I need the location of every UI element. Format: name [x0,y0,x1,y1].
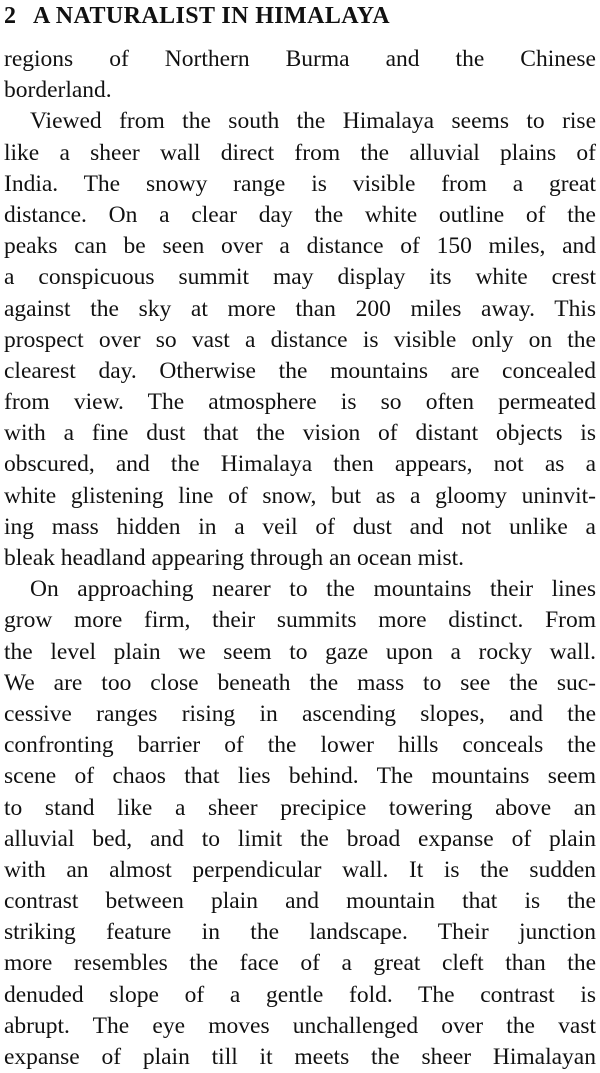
paragraph [4,574,596,1073]
text-line: peaks can be seen over a distance of 150 miles, and [4,233,596,260]
text-line: cessive ranges rising in ascending slopes, and the [4,700,596,727]
text-line: to stand like a sheer precipice towering above an [4,794,596,821]
text-line: more resembles the face of a great cleft than the [4,950,596,977]
text-line: the level plain we seem to gaze upon a rocky wall. [4,638,596,665]
paragraph [4,44,596,106]
text-line: grow more firm, their summits more distinct. From [4,607,596,634]
text-line: with an almost perpendicular wall. It is the sudden [4,856,596,883]
text-line: regions of Northern Burma and the Chinese [4,46,596,72]
body-text [4,44,596,1073]
text-line: On approaching nearer to the mountains their lines [30,576,596,603]
text-line: expanse of plain till it meets the sheer Himalayan [4,1044,596,1070]
text-line: scene of chaos that lies behind. The mountains seem [4,763,596,790]
text-line: striking feature in the landscape. Their junction [4,919,596,946]
paragraph [4,106,596,574]
text-line: with a fine dust that the vision of distant objects is [4,420,596,447]
page-number: 2 [4,3,16,29]
text-line: confronting barrier of the lower hills conceals the [4,732,596,759]
text-line: We are too close beneath the mass to see the suc- [4,669,596,696]
text-line: like a sheer wall direct from the alluvial plains of [4,139,596,166]
text-line: against the sky at more than 200 miles away. This [4,295,596,322]
text-line: contrast between plain and mountain that is the [4,888,596,915]
text-line: borderland. [4,77,112,104]
text-line: white glistening line of snow, but as a gloomy uninvit- [4,482,596,509]
text-line: Viewed from the south the Himalaya seems to rise [30,108,596,135]
text-line: a conspicuous summit may display its white crest [4,264,596,291]
text-line: obscured, and the Himalaya then appears, not as a [4,451,596,478]
text-line: distance. On a clear day the white outline of the [4,201,596,228]
text-line: ing mass hidden in a veil of dust and not unlike a [4,513,596,540]
text-line: from view. The atmosphere is so often permeated [4,389,596,416]
text-line: alluvial bed, and to limit the broad expanse of plain [4,825,596,852]
text-line: abrupt. The eye moves unchallenged over the vast [4,1012,596,1039]
text-line: prospect over so vast a distance is visible only on the [4,326,596,353]
book-title: A NATURALIST IN HIMALAYA [33,3,391,29]
running-head [0,0,600,32]
text-line: bleak headland appearing through an ocean mist. [4,545,465,571]
text-line: India. The snowy range is visible from a great [4,170,596,197]
text-line: clearest day. Otherwise the mountains are concealed [4,357,596,384]
text-line: denuded slope of a gentle fold. The contrast is [4,981,596,1008]
